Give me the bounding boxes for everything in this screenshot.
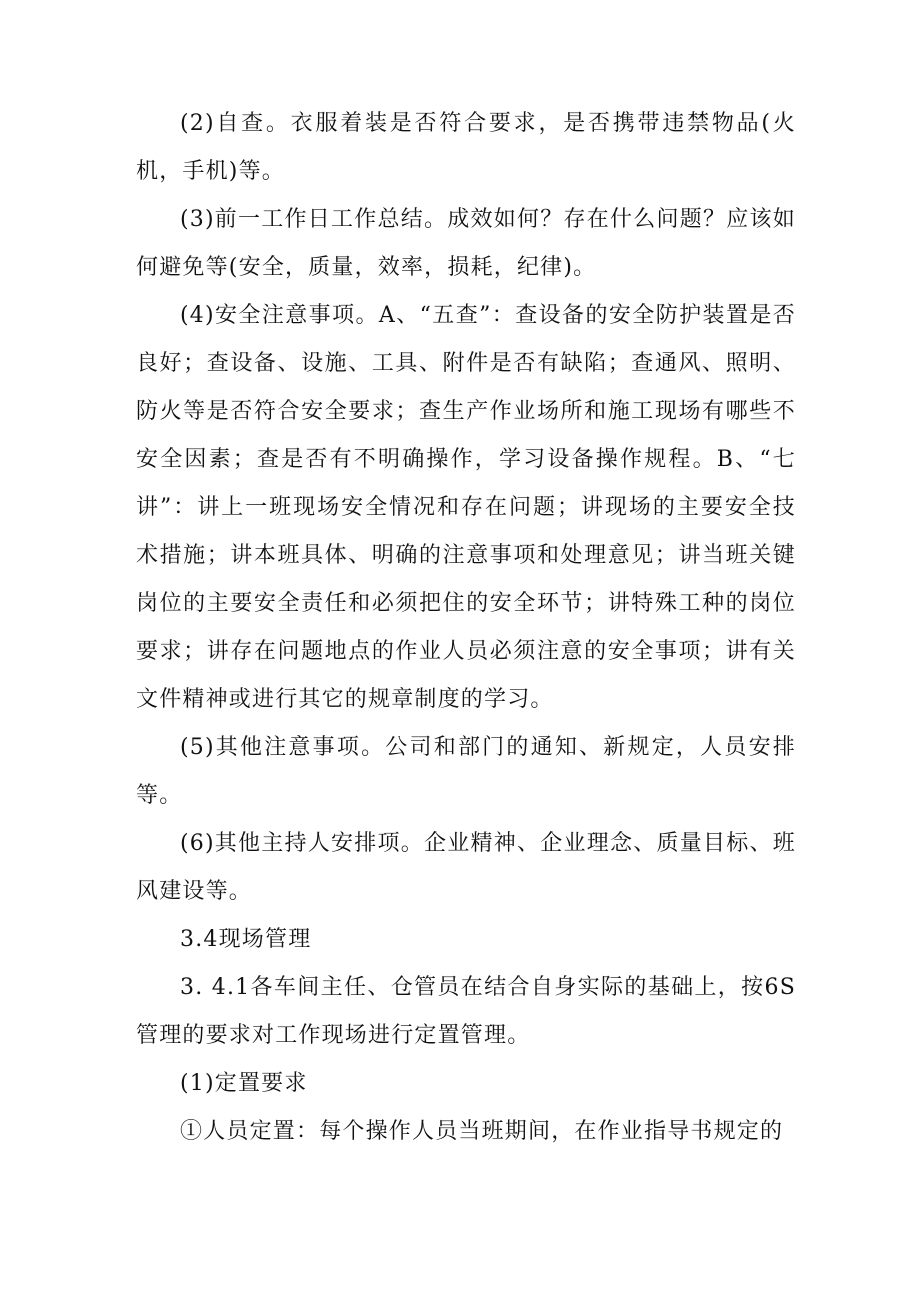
paragraph-work-summary: (3)前一工作日工作总结。成效如何？存在什么问题？应该如何避免等(安全，质量，效率，损耗，纪律)。: [136, 207, 796, 280]
section-heading: 3.4现场管理: [180, 927, 312, 952]
paragraph-other-notes: (5)其他注意事项。公司和部门的通知、新规定，人员安排等。: [136, 735, 796, 808]
paragraph-host-items: (6)其他主持人安排项。企业精神、企业理念、质量目标、班风建设等。: [136, 831, 796, 904]
document-body: [136, 100, 796, 1156]
item-heading: (1)定置要求: [180, 1071, 308, 1096]
paragraph-self-check: (2)自查。衣服着装是否符合要求，是否携带违禁物品(火机，手机)等。: [136, 111, 796, 184]
paragraph-safety-notes: (4)安全注意事项。A、“五查”：查设备的安全防护装置是否良好；查设备、设施、工具、附件是否有缺陷；查通风、照明、防火等是否符合安全要求；查生产作业场所和施工现场有哪些不安全因素；查是否有不明确操作，学习设备操作规程。B、“七讲”：讲上一班现场安全情况和存在问题；讲现场的主要安全技术措施；讲本班具体、明确的注意事项和处理意见；讲当班关键岗位的主要安全责任和必须把住的安全环节；讲特殊工种的岗位要求；讲存在问题地点的作业人员必须注意的安全事项；讲有关文件精神或进行其它的规章制度的学习。: [136, 303, 796, 712]
paragraph-site-management: 3. 4.1各车间主任、仓管员在结合自身实际的基础上，按6S管理的要求对工作现场进行定置管理。: [136, 975, 796, 1048]
paragraph-personnel-placement: ①人员定置：每个操作人员当班期间，在作业指导书规定的: [180, 1119, 784, 1144]
